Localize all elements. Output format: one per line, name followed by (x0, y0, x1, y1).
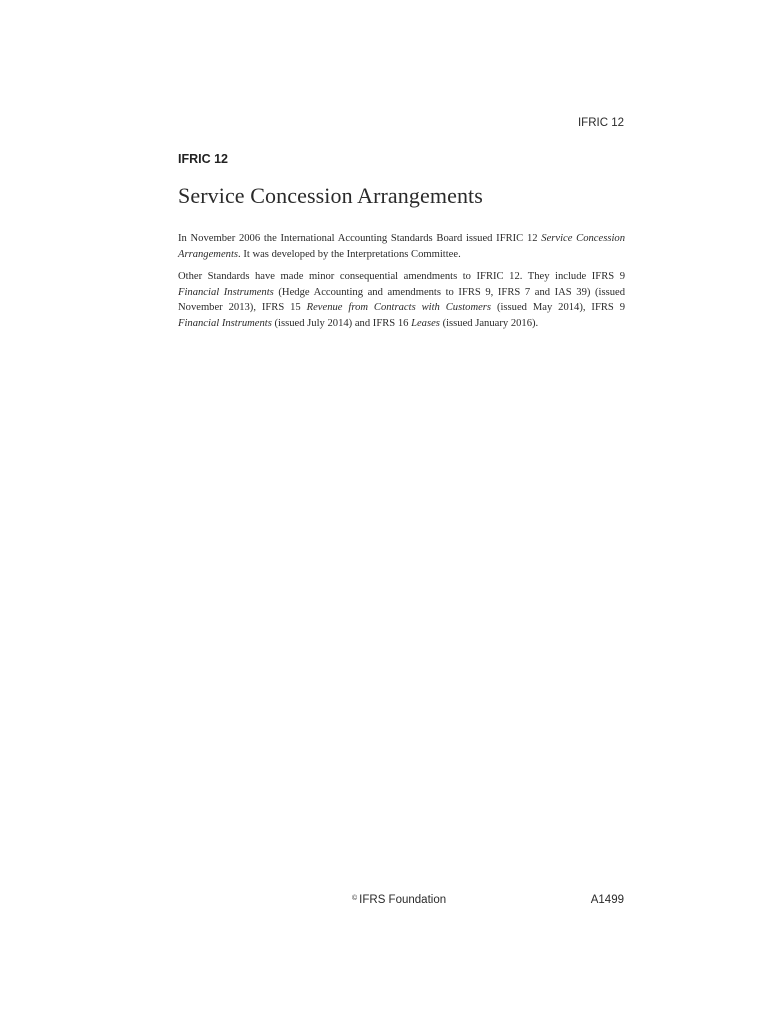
amendments-text-5: (issued January 2016). (439, 317, 539, 329)
amendments-text-1: Other Standards have made minor consequential amendments to IFRIC 12. They include IFRS 9 (178, 271, 625, 282)
copyright-symbol: © (352, 895, 358, 902)
amendments-italic-2: Revenue from Contracts with Customers (306, 302, 492, 313)
page-content (178, 152, 625, 331)
amendments-text-3: (issued May 2014), IFRS 9 (491, 302, 625, 313)
amendments-italic-3: Financial Instruments (178, 317, 272, 329)
amendments-italic-4: Leases (411, 317, 440, 329)
amendments-text-4: (issued July 2014) and IFRS 16 (271, 317, 412, 329)
amendments-text-2: (Hedge Accounting and amendments to IFRS 9, IFRS 7 and IAS 39) (issued November 2013), IFRS 15 (178, 286, 625, 313)
intro-title-italic: Service Concession Arrangements (178, 233, 625, 260)
running-head: IFRIC 12 (577, 117, 624, 129)
intro-paragraph (178, 231, 625, 262)
intro-text-2: . It was developed by the Interpretations Committee. (238, 248, 461, 260)
document-label: IFRIC 12 (178, 152, 229, 166)
intro-text-1: In November 2006 the International Accounting Standards Board issued IFRIC 12 (178, 233, 542, 244)
page-title: Service Concession Arrangements (178, 183, 483, 208)
amendments-italic-1: Financial Instruments (178, 286, 274, 298)
footer-copyright (352, 894, 446, 906)
amendments-paragraph (178, 269, 625, 331)
page-number: A1499 (590, 894, 624, 906)
footer-organization: IFRS Foundation (359, 894, 447, 906)
